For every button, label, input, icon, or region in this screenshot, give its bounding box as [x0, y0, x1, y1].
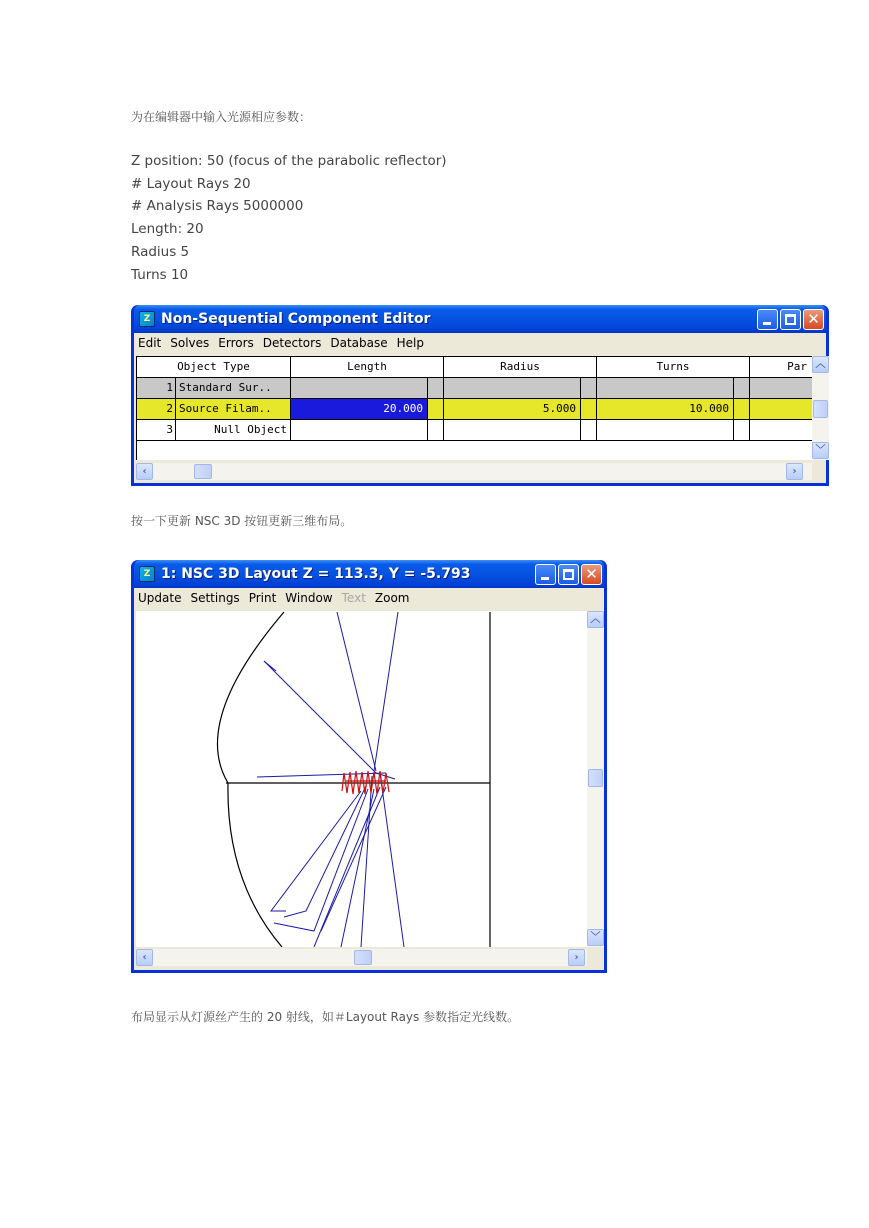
param-turns: Turns 10 [131, 266, 189, 283]
close-button[interactable] [803, 309, 824, 330]
menu-window[interactable]: Window [285, 591, 333, 605]
row-1-type[interactable]: Standard Sur.. [176, 378, 291, 399]
row-3-length-solve[interactable] [428, 420, 444, 441]
param-layout-rays: # Layout Rays 20 [131, 175, 251, 192]
app-icon[interactable]: Z [139, 566, 155, 582]
row-2-number[interactable]: 2 [137, 399, 176, 420]
minimize-icon [763, 322, 771, 325]
nsc-editor-window [131, 305, 829, 486]
scroll-down-icon[interactable]: ﹀ [587, 929, 604, 946]
minimize-button[interactable] [535, 564, 556, 585]
menu-help[interactable]: Help [396, 336, 424, 350]
scroll-thumb-horizontal[interactable] [194, 464, 212, 479]
menu-errors[interactable]: Errors [218, 336, 254, 350]
row-1-radius-solve[interactable] [581, 378, 597, 399]
row-1-length[interactable] [291, 378, 428, 399]
header-radius[interactable]: Radius [444, 357, 597, 378]
scroll-up-icon[interactable]: ︿ [587, 611, 604, 628]
row-3-type[interactable]: Null Object [176, 420, 291, 441]
minimize-icon [541, 577, 549, 580]
param-radius: Radius 5 [131, 243, 190, 260]
maximize-button[interactable] [558, 564, 579, 585]
row-2-par[interactable] [750, 399, 813, 420]
row-3-turns-solve[interactable] [734, 420, 750, 441]
editor-grid [136, 356, 812, 460]
menu-text: Text [341, 591, 366, 605]
menu-print[interactable]: Print [248, 591, 277, 605]
scroll-down-icon[interactable]: ﹀ [812, 442, 829, 459]
row-1-par[interactable] [750, 378, 813, 399]
row-3-length[interactable] [291, 420, 428, 441]
footer-text: 布局显示从灯源丝产生的 20 射线，如＃Layout Rays 参数指定光线数。 [131, 1010, 520, 1024]
maximize-icon [563, 569, 574, 580]
update-instruction: 按一下更新 NSC 3D 按钮更新三维布局。 [131, 514, 353, 528]
menu-detectors[interactable]: Detectors [262, 336, 322, 350]
row-2-radius[interactable]: 5.000 [444, 399, 581, 420]
row-2-turns[interactable]: 10.000 [597, 399, 734, 420]
layout-titlebar[interactable] [134, 560, 604, 588]
editor-titlebar[interactable] [134, 305, 826, 333]
menu-database[interactable]: Database [330, 336, 388, 350]
editor-horizontal-scrollbar[interactable] [136, 463, 812, 480]
close-icon: ✕ [585, 564, 598, 583]
scroll-thumb[interactable] [813, 400, 828, 418]
menu-update[interactable]: Update [138, 591, 182, 605]
param-z-position: Z position: 50 (focus of the parabolic reflector) [131, 153, 447, 169]
row-2-radius-solve[interactable] [581, 399, 597, 420]
header-par[interactable]: Par [750, 357, 813, 378]
app-icon[interactable]: Z [139, 311, 155, 327]
row-3-radius[interactable] [444, 420, 581, 441]
scroll-thumb[interactable] [588, 769, 603, 787]
maximize-icon [785, 314, 796, 325]
layout-menubar [134, 588, 604, 608]
row-1-radius[interactable] [444, 378, 581, 399]
row-1-turns[interactable] [597, 378, 734, 399]
menu-solves[interactable]: Solves [170, 336, 210, 350]
menu-zoom[interactable]: Zoom [374, 591, 410, 605]
param-list [131, 150, 447, 286]
menu-edit[interactable]: Edit [138, 336, 162, 350]
scroll-right-icon[interactable]: › [786, 463, 803, 480]
scroll-right-icon[interactable]: › [568, 949, 585, 966]
menu-settings[interactable]: Settings [190, 591, 240, 605]
row-2-turns-solve[interactable] [734, 399, 750, 420]
layout-vertical-scrollbar[interactable] [587, 611, 604, 947]
scroll-up-icon[interactable]: ︿ [812, 356, 829, 373]
layout-window [131, 560, 607, 973]
maximize-button[interactable] [780, 309, 801, 330]
param-analysis-rays: # Analysis Rays 5000000 [131, 198, 304, 215]
layout-title: 1: NSC 3D Layout Z = 113.3, Y = -5.793 [161, 566, 471, 582]
scroll-thumb-horizontal[interactable] [354, 950, 372, 965]
row-3-par[interactable] [750, 420, 813, 441]
row-2-type[interactable]: Source Filam.. [176, 399, 291, 420]
intro-text: 为在编辑器中输入光源相应参数： [131, 110, 312, 124]
minimize-button[interactable] [757, 309, 778, 330]
scroll-left-icon[interactable]: ‹ [136, 949, 153, 966]
editor-menubar [134, 333, 826, 353]
header-length[interactable]: Length [291, 357, 444, 378]
row-3-number[interactable]: 3 [137, 420, 176, 441]
row-3-turns[interactable] [597, 420, 734, 441]
close-button[interactable] [581, 564, 602, 585]
editor-vertical-scrollbar[interactable] [812, 356, 829, 460]
row-1-length-solve[interactable] [428, 378, 444, 399]
layout-horizontal-scrollbar[interactable] [136, 949, 587, 966]
header-object-type[interactable]: Object Type [137, 357, 291, 378]
row-1-turns-solve[interactable] [734, 378, 750, 399]
rays [257, 612, 404, 947]
header-turns[interactable]: Turns [597, 357, 750, 378]
close-icon: ✕ [807, 309, 820, 328]
editor-title: Non-Sequential Component Editor [161, 311, 431, 327]
reflector-curve [217, 612, 284, 947]
row-1-number[interactable]: 1 [137, 378, 176, 399]
layout-plot [136, 611, 587, 947]
row-2-length[interactable]: 20.000 [291, 399, 428, 420]
scroll-left-icon[interactable]: ‹ [136, 463, 153, 480]
row-2-length-solve[interactable] [428, 399, 444, 420]
row-3-radius-solve[interactable] [581, 420, 597, 441]
param-length: Length: 20 [131, 221, 204, 238]
